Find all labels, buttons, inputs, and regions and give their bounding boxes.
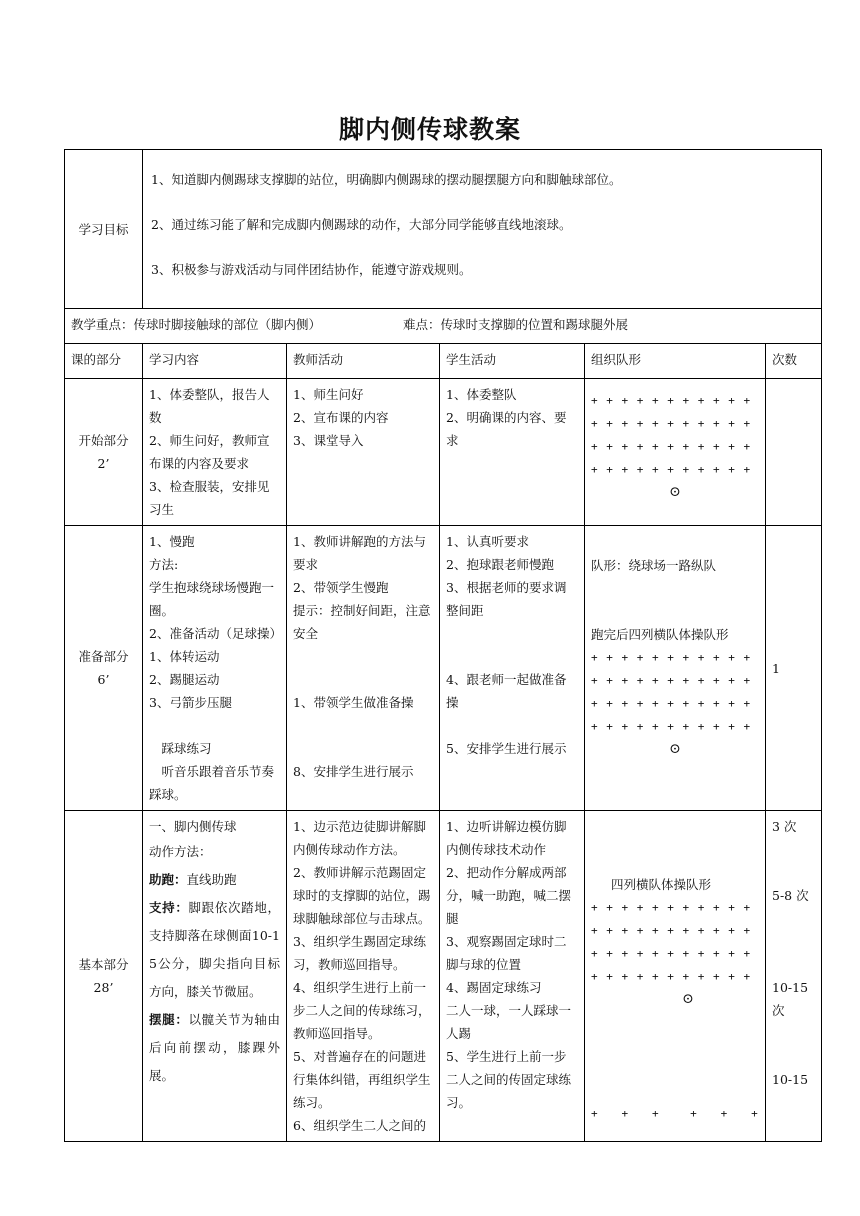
basic-count xyxy=(766,811,822,1142)
teacher-line: 提示：控制好间距，注意安全 xyxy=(293,603,431,641)
formation-label: 四列横队体操队形 xyxy=(611,877,712,892)
formation-row: + + + + + + + + + + + xyxy=(591,440,752,453)
table-header-row xyxy=(65,344,822,379)
lesson-plan-table xyxy=(64,149,822,1142)
content-line: 学生抱球绕球场慢跑一圈。 xyxy=(149,580,275,618)
formation-row: + + + + + + xyxy=(591,1107,759,1120)
keypoints-row xyxy=(65,309,822,344)
section-time: 28’ xyxy=(93,980,114,995)
formation-row: + + + + + + + + + + + xyxy=(591,901,752,914)
formation-label: 队形：绕球场一路纵队 xyxy=(591,558,717,573)
teacher-line: 6、组织学生二人之间的 xyxy=(293,1118,426,1133)
goal-item: 2、通过练习能了解和完成脚内侧踢球的动作，大部分同学能够直线地滚球。 xyxy=(151,217,572,232)
student-line: 5、学生进行上前一步二人之间的传固定球练习。 xyxy=(446,1049,572,1110)
page-title: 脚内侧传球教案 xyxy=(338,115,521,144)
start-formation xyxy=(585,379,766,526)
section-name: 开始部分 xyxy=(78,433,129,448)
student-line: 5、安排学生进行展示 xyxy=(446,741,567,756)
start-section-name xyxy=(65,379,143,526)
swing-label: 摆腿： xyxy=(149,1012,189,1027)
teacher-line: 2、教师讲解示范踢固定球时的支撑脚的站位，踢球脚触球部位与击球点。 xyxy=(293,865,431,926)
start-section-row xyxy=(65,379,822,526)
content-line: 1、慢跑 xyxy=(149,534,195,549)
student-line: 2、抱球跟老师慢跑 xyxy=(446,557,554,572)
count-value: 5-8 次 xyxy=(772,888,809,903)
prep-teacher xyxy=(287,526,440,811)
count-value: 1 xyxy=(772,660,780,676)
prep-section-row xyxy=(65,526,822,811)
prep-student xyxy=(440,526,585,811)
student-line: 1、边听讲解边模仿脚内侧传球技术动作 xyxy=(446,819,567,857)
formation-row: + + + + + + + + + + + xyxy=(591,947,752,960)
teacher-line: 1、教师讲解跑的方法与要求 xyxy=(293,534,426,572)
student-line: 二人一球，一人踩球一人踢 xyxy=(446,1003,572,1041)
prep-count xyxy=(766,526,822,811)
header-cell: 组织队形 xyxy=(585,344,766,379)
student-line: 3、观察踢固定球时二脚与球的位置 xyxy=(446,934,567,972)
header-cell: 学生活动 xyxy=(440,344,585,379)
section-time: 6’ xyxy=(97,672,110,687)
student-line: 3、根据老师的要求调整间距 xyxy=(446,580,567,618)
prep-content xyxy=(143,526,287,811)
start-content xyxy=(143,379,287,526)
content-line: 1、体转运动 xyxy=(149,649,220,664)
teacher-line: 2、宣布课的内容 xyxy=(293,410,389,425)
formation-row: + + + + + + + + + + + xyxy=(591,651,752,664)
content-line: 踩球练习 xyxy=(149,741,212,756)
formation-row: + + + + + + + + + + + xyxy=(591,674,752,687)
teacher-line: 3、课堂导入 xyxy=(293,433,364,448)
count-value: 10-15次 xyxy=(772,980,809,1018)
student-line: 1、体委整队 xyxy=(446,387,517,402)
keypoints-cell xyxy=(65,309,822,344)
content-line: 一、脚内侧传球 xyxy=(149,819,237,834)
formation-label: 跑完后四列横队体操队形 xyxy=(591,627,729,642)
formation-row: + + + + + + + + + + + xyxy=(591,924,752,937)
runup-text: 直线助跑 xyxy=(186,872,237,887)
content-line: 3、检查服装，安排见习生 xyxy=(149,479,270,517)
teacher-position-icon: ⊙ xyxy=(669,741,681,757)
count-value: 3 次 xyxy=(772,819,797,834)
start-student xyxy=(440,379,585,526)
basic-formation xyxy=(585,811,766,1142)
content-line xyxy=(149,714,280,737)
content-line: 2、踢腿运动 xyxy=(149,672,220,687)
formation-row: + + + + + + + + + + + xyxy=(591,394,752,407)
section-time: 2’ xyxy=(97,456,110,471)
formation-row: + + + + + + + + + + + xyxy=(591,417,752,430)
teacher-line: 5、对普遍存在的问题进行集体纠错，再组织学生练习。 xyxy=(293,1049,431,1110)
student-line: 2、把动作分解成两部分，喊一助跑，喊二摆腿 xyxy=(446,865,572,926)
support-line xyxy=(149,894,280,1006)
goal-item: 3、积极参与游戏活动与同伴团结协作，能遵守游戏规则。 xyxy=(151,262,472,277)
swing-text: 以髋关节为轴由后向前摆动，膝踝外展。 xyxy=(149,1012,280,1083)
runup-line xyxy=(149,866,280,894)
header-cell: 课的部分 xyxy=(65,344,143,379)
prep-section-name xyxy=(65,526,143,811)
section-name: 准备部分 xyxy=(78,649,129,664)
start-teacher xyxy=(287,379,440,526)
basic-teacher xyxy=(287,811,440,1142)
teacher-position-icon: ⊙ xyxy=(682,991,694,1007)
section-name: 基本部分 xyxy=(78,957,129,972)
formation-row: + + + + + + + + + + + xyxy=(591,720,752,733)
teacher-line: 1、边示范边徒脚讲解脚内侧传球动作方法。 xyxy=(293,819,426,857)
content-line: 2、准备活动（足球操） xyxy=(149,626,282,641)
student-line: 4、踢固定球练习 xyxy=(446,980,542,995)
goals-label: 学习目标 xyxy=(65,150,143,309)
count-value: 10-15 xyxy=(772,1072,809,1087)
teacher-line: 1、师生问好 xyxy=(293,387,364,402)
student-line: 2、明确课的内容、要求 xyxy=(446,410,567,448)
teacher-line: 4、组织学生进行上前一步二人之间的传球练习，教师巡回指导。 xyxy=(293,980,431,1041)
support-label: 支持： xyxy=(149,900,189,915)
basic-section-name xyxy=(65,811,143,1142)
teacher-line: 8、安排学生进行展示 xyxy=(293,764,414,779)
teacher-position-icon: ⊙ xyxy=(669,484,681,500)
formation-row: + + + + + + + + + + + xyxy=(591,970,752,983)
start-count xyxy=(766,379,822,526)
header-cell: 教师活动 xyxy=(287,344,440,379)
goals-row xyxy=(65,150,822,309)
content-line: 方法: xyxy=(149,557,179,572)
formation-row: + + + + + + + + + + + xyxy=(591,463,752,476)
goals-list xyxy=(143,150,822,309)
content-line: 2、师生问好，教师宣布课的内容及要求 xyxy=(149,433,270,471)
teacher-line: 2、带领学生慢跑 xyxy=(293,580,389,595)
swing-line xyxy=(149,1006,280,1090)
support-text: 脚跟依次踏地，支持脚落在球侧面10-15公分，脚尖指向目标方向，膝关节微屈。 xyxy=(149,900,280,999)
content-line: 动作方法： xyxy=(149,844,212,859)
teacher-line: 3、组织学生踢固定球练习，教师巡回指导。 xyxy=(293,934,426,972)
student-line: 4、跟老师一起做准备操 xyxy=(446,672,567,710)
basic-student xyxy=(440,811,585,1142)
runup-label: 助跑： xyxy=(149,872,187,887)
teaching-difficulty: 难点：传球时支撑脚的位置和踢球腿外展 xyxy=(403,317,629,332)
teacher-line: 1、带领学生做准备操 xyxy=(293,695,414,710)
content-line: 3、弓箭步压腿 xyxy=(149,695,232,710)
formation-row: + + + + + + + + + + + xyxy=(591,697,752,710)
goal-item: 1、知道脚内侧踢球支撑脚的站位，明确脚内侧踢球的摆动腿摆腿方向和脚触球部位。 xyxy=(151,172,622,187)
basic-section-row xyxy=(65,811,822,1142)
content-line: 1、体委整队，报告人数 xyxy=(149,387,270,425)
student-line: 1、认真听要求 xyxy=(446,534,529,549)
teaching-focus: 教学重点：传球时脚接触球的部位（脚内侧） xyxy=(71,317,322,332)
header-cell: 次数 xyxy=(766,344,822,379)
basic-content xyxy=(143,811,287,1142)
header-cell: 学习内容 xyxy=(143,344,287,379)
prep-formation xyxy=(585,526,766,811)
content-line: 听音乐跟着音乐节奏踩球。 xyxy=(149,764,275,802)
